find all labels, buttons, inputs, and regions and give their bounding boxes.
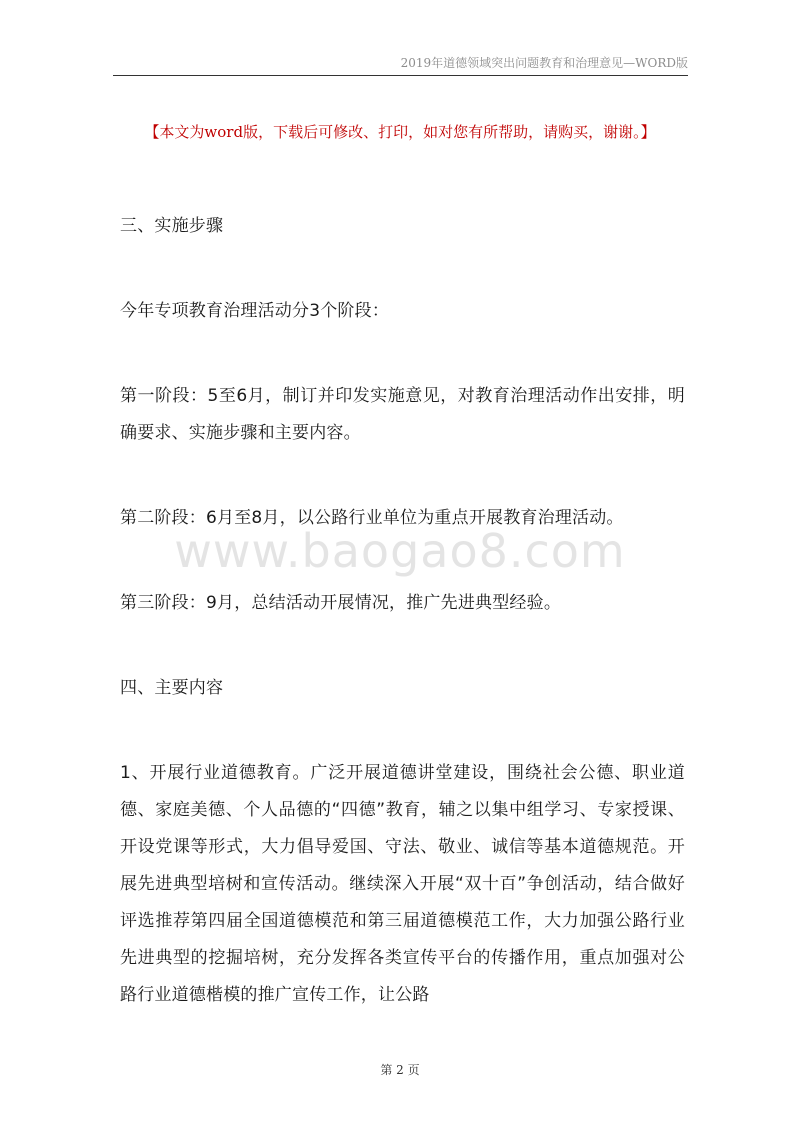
paragraph-stage-1: 第一阶段：5至6月，制订并印发实施意见，对教育治理活动作出安排，明确要求、实施步骤和主要内容。 bbox=[120, 386, 685, 443]
paragraph-item-1: 1、开展行业道德教育。广泛开展道德讲堂建设，围绕社会公德、职业道德、家庭美德、个人品德的“四德”教育，辅之以集中组学习、专家授课、开设党课等形式，大力倡导爱国、守法、敬业、诚信等基本道德规范。开展先进典型培树和宣传活动。继续深入开展“双十百”争创活动，结合做好评选推荐第四届全国道德模范和第三届道德模范工作，大力加强公路行业先进典型的挖掘培树，充分发挥各类宣传平台的传播作用，重点加强对公路行业道德楷模的推广宣传工作，让公路 bbox=[120, 763, 685, 1005]
watermark: www.baogao8.com bbox=[174, 524, 626, 578]
section-heading-content: 四、主要内容 bbox=[120, 678, 224, 698]
paragraph-stage-3: 第三阶段：9月，总结活动开展情况，推广先进典型经验。 bbox=[120, 593, 562, 613]
paragraph-stage-2: 第二阶段：6月至8月，以公路行业单位为重点开展教育治理活动。 bbox=[120, 508, 624, 528]
paragraph-intro: 今年专项教育治理活动分3个阶段： bbox=[120, 301, 390, 321]
section-heading-steps: 三、实施步骤 bbox=[120, 216, 224, 236]
header-divider bbox=[113, 75, 688, 76]
running-header: 2019年道德领域突出问题教育和治理意见—WORD版 bbox=[400, 56, 688, 70]
purchase-notice: 【本文为word版，下载后可修改、打印，如对您有所帮助，请购买，谢谢。】 bbox=[144, 123, 656, 141]
document-body bbox=[120, 208, 685, 1062]
page-number: 第 2 页 bbox=[380, 1063, 420, 1077]
